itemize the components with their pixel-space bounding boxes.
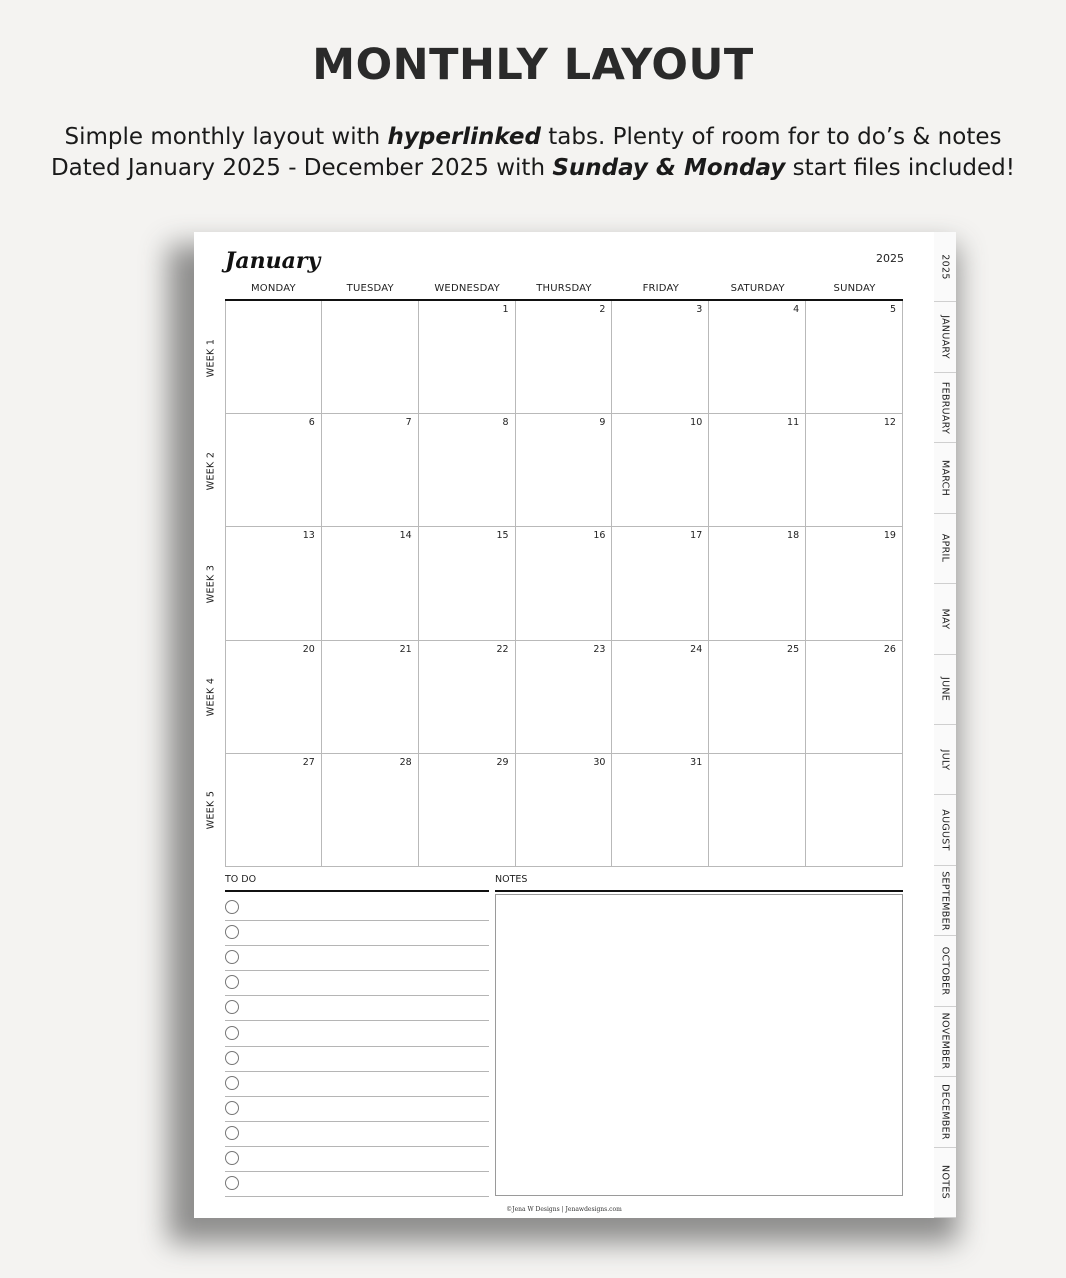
day-number: 22 bbox=[496, 643, 509, 655]
day-cell[interactable] bbox=[516, 414, 613, 527]
day-of-week-header: WEDNESDAY bbox=[434, 283, 500, 294]
day-cell[interactable] bbox=[322, 754, 419, 867]
day-cell[interactable] bbox=[322, 641, 419, 754]
day-of-week-header: MONDAY bbox=[250, 283, 296, 294]
tab-july[interactable] bbox=[934, 725, 956, 795]
day-cell[interactable] bbox=[612, 527, 709, 640]
day-number: 9 bbox=[599, 417, 606, 429]
calendar-grid bbox=[225, 301, 903, 867]
planner-page bbox=[194, 232, 934, 1218]
month-tabs bbox=[934, 232, 956, 1218]
day-cell[interactable] bbox=[419, 754, 516, 867]
tab-label: NOTES bbox=[939, 1165, 951, 1200]
day-number: 6 bbox=[308, 417, 315, 429]
tab-label: AUGUST bbox=[939, 809, 951, 851]
tab-label: SEPTEMBER bbox=[939, 870, 951, 931]
day-cell[interactable] bbox=[322, 527, 419, 640]
day-cell[interactable] bbox=[612, 641, 709, 754]
day-number: 17 bbox=[690, 530, 703, 542]
subtitle-line-2 bbox=[0, 155, 1066, 181]
day-cell[interactable] bbox=[612, 301, 709, 414]
day-cell[interactable] bbox=[322, 301, 419, 414]
day-of-week-header: TUESDAY bbox=[346, 283, 394, 294]
week-label bbox=[204, 754, 218, 867]
subtitle-emphasis: Sunday & Monday bbox=[552, 155, 786, 181]
day-cell[interactable] bbox=[516, 641, 613, 754]
tab-label: DECEMBER bbox=[939, 1084, 951, 1140]
tab-august[interactable] bbox=[934, 795, 956, 865]
day-number: 13 bbox=[302, 530, 315, 542]
week-label-text: WEEK 1 bbox=[205, 338, 217, 377]
day-number: 4 bbox=[793, 304, 800, 315]
week-label bbox=[204, 301, 218, 414]
todo-line bbox=[225, 1196, 489, 1197]
day-number: 3 bbox=[696, 304, 703, 315]
tab-label: JUNE bbox=[939, 677, 951, 702]
day-number: 12 bbox=[883, 417, 896, 429]
todo-item[interactable] bbox=[225, 896, 489, 921]
todo-item[interactable] bbox=[225, 1172, 489, 1197]
week-label bbox=[204, 414, 218, 527]
day-number: 18 bbox=[787, 530, 800, 542]
day-number: 21 bbox=[399, 643, 412, 655]
day-cell[interactable] bbox=[709, 301, 806, 414]
tab-september[interactable] bbox=[934, 866, 956, 936]
tab-2025[interactable] bbox=[934, 232, 956, 302]
tab-may[interactable] bbox=[934, 584, 956, 654]
subtitle-emphasis: hyperlinked bbox=[387, 124, 541, 150]
day-cell[interactable] bbox=[419, 641, 516, 754]
tab-notes[interactable] bbox=[934, 1148, 956, 1218]
todo-divider bbox=[225, 890, 489, 892]
subtitle-line-1 bbox=[0, 124, 1066, 150]
subtitle-text: tabs. Plenty of room for to do’s & notes bbox=[540, 124, 1002, 150]
subtitle-text: start files included! bbox=[785, 155, 1016, 181]
subtitle-text: Dated January 2025 - December 2025 with bbox=[50, 155, 553, 181]
day-of-week-header: SUNDAY bbox=[833, 283, 876, 294]
day-number: 24 bbox=[690, 643, 703, 655]
tab-label: JANUARY bbox=[939, 315, 951, 359]
year-label: 2025 bbox=[876, 252, 904, 265]
footer-credit: ©Jena W Designs | Jenawdesigns.com bbox=[506, 1206, 622, 1213]
week-label-text: WEEK 3 bbox=[205, 564, 217, 604]
todo-item[interactable] bbox=[225, 1072, 489, 1097]
day-cell[interactable] bbox=[225, 301, 322, 414]
day-number: 26 bbox=[883, 643, 896, 655]
tab-label: MAY bbox=[939, 608, 951, 630]
checkbox-circle-icon[interactable] bbox=[225, 1151, 239, 1165]
todo-label: TO DO bbox=[225, 874, 257, 885]
notes-label: NOTES bbox=[495, 874, 528, 885]
day-number: 1 bbox=[502, 304, 509, 315]
day-cell[interactable] bbox=[322, 414, 419, 527]
tab-march[interactable] bbox=[934, 443, 956, 513]
checkbox-circle-icon[interactable] bbox=[225, 1101, 239, 1115]
day-cell[interactable] bbox=[709, 754, 806, 867]
checkbox-circle-icon[interactable] bbox=[225, 975, 239, 989]
day-number: 28 bbox=[399, 756, 412, 768]
tab-february[interactable] bbox=[934, 373, 956, 443]
day-number: 30 bbox=[593, 756, 606, 768]
checkbox-circle-icon[interactable] bbox=[225, 1000, 239, 1014]
day-cell[interactable] bbox=[419, 301, 516, 414]
tab-label: 2025 bbox=[939, 254, 951, 280]
day-cell[interactable] bbox=[225, 754, 322, 867]
day-number: 29 bbox=[496, 756, 509, 768]
checkbox-circle-icon[interactable] bbox=[225, 925, 239, 939]
day-cell[interactable] bbox=[225, 527, 322, 640]
todo-item[interactable] bbox=[225, 1022, 489, 1047]
tab-april[interactable] bbox=[934, 514, 956, 584]
week-label bbox=[204, 527, 218, 640]
day-cell[interactable] bbox=[806, 527, 903, 640]
notes-area[interactable] bbox=[495, 894, 903, 1196]
day-cell[interactable] bbox=[225, 641, 322, 754]
tab-december[interactable] bbox=[934, 1077, 956, 1147]
tab-label: MARCH bbox=[939, 459, 951, 497]
day-of-week-header: THURSDAY bbox=[536, 283, 592, 294]
todo-item[interactable] bbox=[225, 971, 489, 996]
headline: MONTHLY LAYOUT bbox=[312, 40, 754, 90]
day-number: 19 bbox=[883, 530, 896, 542]
notes-divider bbox=[495, 890, 903, 892]
todo-item[interactable] bbox=[225, 1122, 489, 1147]
day-cell[interactable] bbox=[516, 754, 613, 867]
day-number: 20 bbox=[302, 643, 315, 655]
month-title: January bbox=[225, 248, 321, 274]
days-of-week-header bbox=[225, 283, 903, 297]
subtitle-text: Simple monthly layout with bbox=[64, 124, 388, 150]
todo-item[interactable] bbox=[225, 946, 489, 971]
week-label-text: WEEK 5 bbox=[205, 791, 217, 830]
checkbox-circle-icon[interactable] bbox=[225, 1026, 239, 1040]
checkbox-circle-icon[interactable] bbox=[225, 1176, 239, 1190]
week-label-text: WEEK 4 bbox=[205, 677, 217, 717]
checkbox-circle-icon[interactable] bbox=[225, 900, 239, 914]
day-number: 2 bbox=[599, 304, 606, 315]
day-number: 27 bbox=[302, 756, 315, 768]
checkbox-circle-icon[interactable] bbox=[225, 1126, 239, 1140]
day-cell[interactable] bbox=[225, 414, 322, 527]
todo-item[interactable] bbox=[225, 1097, 489, 1122]
day-cell[interactable] bbox=[516, 301, 613, 414]
day-cell[interactable] bbox=[612, 414, 709, 527]
checkbox-circle-icon[interactable] bbox=[225, 950, 239, 964]
tab-label: APRIL bbox=[939, 534, 951, 563]
day-cell[interactable] bbox=[709, 641, 806, 754]
day-cell[interactable] bbox=[612, 754, 709, 867]
tab-november[interactable] bbox=[934, 1007, 956, 1077]
tab-january[interactable] bbox=[934, 302, 956, 372]
day-number: 15 bbox=[496, 530, 509, 542]
day-number: 16 bbox=[593, 530, 606, 542]
day-of-week-header: FRIDAY bbox=[642, 283, 680, 294]
todo-item[interactable] bbox=[225, 1047, 489, 1072]
todo-item[interactable] bbox=[225, 921, 489, 946]
day-number: 7 bbox=[405, 417, 412, 429]
tab-october[interactable] bbox=[934, 936, 956, 1006]
week-label-text: WEEK 2 bbox=[205, 451, 217, 490]
day-cell[interactable] bbox=[419, 527, 516, 640]
todo-item[interactable] bbox=[225, 1147, 489, 1172]
day-number: 23 bbox=[593, 643, 606, 655]
day-of-week-header: SATURDAY bbox=[730, 283, 785, 294]
week-label bbox=[204, 641, 218, 754]
day-cell[interactable] bbox=[806, 301, 903, 414]
tab-label: FEBRUARY bbox=[939, 381, 951, 434]
day-number: 14 bbox=[399, 530, 412, 542]
day-cell[interactable] bbox=[419, 414, 516, 527]
day-cell[interactable] bbox=[709, 527, 806, 640]
day-cell[interactable] bbox=[709, 414, 806, 527]
day-number: 31 bbox=[690, 756, 703, 768]
day-cell[interactable] bbox=[806, 754, 903, 867]
tab-label: NOVEMBER bbox=[939, 1013, 951, 1070]
todo-item[interactable] bbox=[225, 996, 489, 1021]
tab-label: OCTOBER bbox=[939, 946, 951, 996]
tab-june[interactable] bbox=[934, 655, 956, 725]
day-cell[interactable] bbox=[806, 641, 903, 754]
day-number: 25 bbox=[787, 643, 800, 655]
day-number: 5 bbox=[889, 304, 896, 315]
checkbox-circle-icon[interactable] bbox=[225, 1076, 239, 1090]
checkbox-circle-icon[interactable] bbox=[225, 1051, 239, 1065]
day-number: 11 bbox=[787, 417, 800, 429]
tab-label: JULY bbox=[939, 749, 951, 771]
day-cell[interactable] bbox=[516, 527, 613, 640]
day-cell[interactable] bbox=[806, 414, 903, 527]
day-number: 10 bbox=[690, 417, 703, 429]
day-number: 8 bbox=[502, 417, 509, 429]
